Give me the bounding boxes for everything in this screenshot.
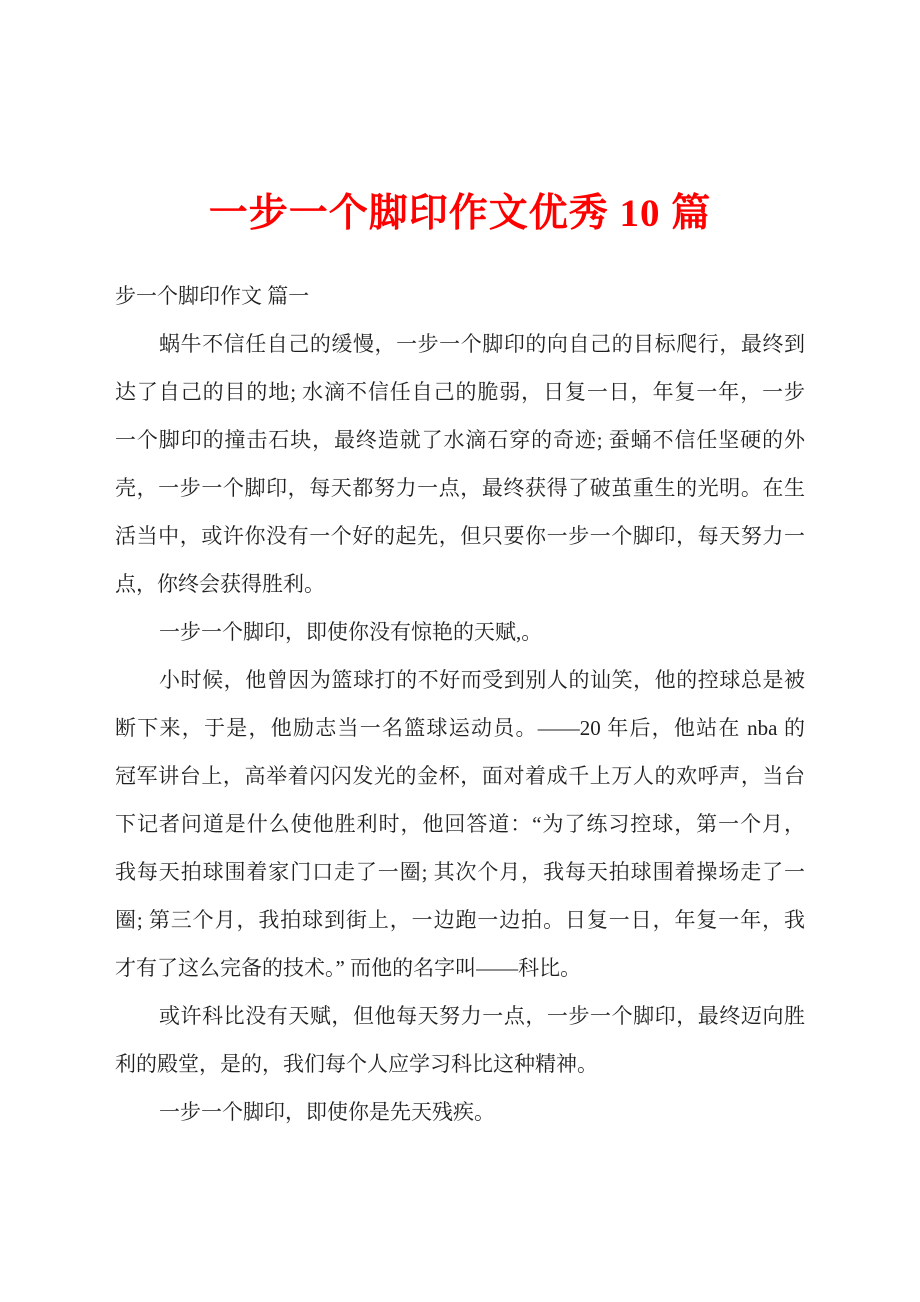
text-line: 圈; 第三个月，我拍球到街上，一边跑一边拍。日复一日，年复一年，我	[115, 908, 805, 932]
text-line: 一步一个脚印，即使你是先天残疾。	[159, 1100, 495, 1124]
text-line: 达了自己的目的地; 水滴不信任自己的脆弱，日复一日，年复一年，一步	[115, 380, 805, 404]
document-body	[115, 272, 805, 1136]
text-line: 下记者问道是什么使他胜利时，他回答道：“为了练习控球，第一个月，	[115, 812, 805, 836]
text-line: 才有了这么完备的技术。” 而他的名字叫——科比。	[115, 956, 582, 980]
text-line: 壳，一步一个脚印，每天都努力一点，最终获得了破茧重生的光明。在生	[115, 476, 805, 500]
text-line: 断下来，于是，他励志当一名篮球运动员。——20 年后，他站在 nba 的	[115, 716, 805, 740]
document-title: 一步一个脚印作文优秀 10 篇	[208, 192, 712, 235]
text-line: 我每天拍球围着家门口走了一圈; 其次个月，我每天拍球围着操场走了一	[115, 860, 805, 884]
text-line: 一步一个脚印，即使你没有惊艳的天赋,。	[159, 620, 543, 644]
text-line: 一个脚印的撞击石块，最终造就了水滴石穿的奇迹; 蚕蛹不信任坚硬的外	[115, 428, 805, 452]
text-line: 点，你终会获得胜利。	[115, 572, 325, 596]
text-line: 小时候，他曾因为篮球打的不好而受到别人的讪笑，他的控球总是被	[159, 668, 805, 692]
text-line: 或许科比没有天赋，但他每天努力一点，一步一个脚印，最终迈向胜	[159, 1004, 805, 1028]
text-line: 蜗牛不信任自己的缓慢，一步一个脚印的向自己的目标爬行，最终到	[159, 332, 805, 356]
text-line: 冠军讲台上，高举着闪闪发光的金杯，面对着成千上万人的欢呼声，当台	[115, 764, 805, 788]
text-line: 步一个脚印作文 篇一	[115, 284, 310, 308]
text-line: 活当中，或许你没有一个好的起先，但只要你一步一个脚印，每天努力一	[115, 524, 805, 548]
text-line: 利的殿堂，是的，我们每个人应学习科比这种精神。	[115, 1052, 598, 1076]
